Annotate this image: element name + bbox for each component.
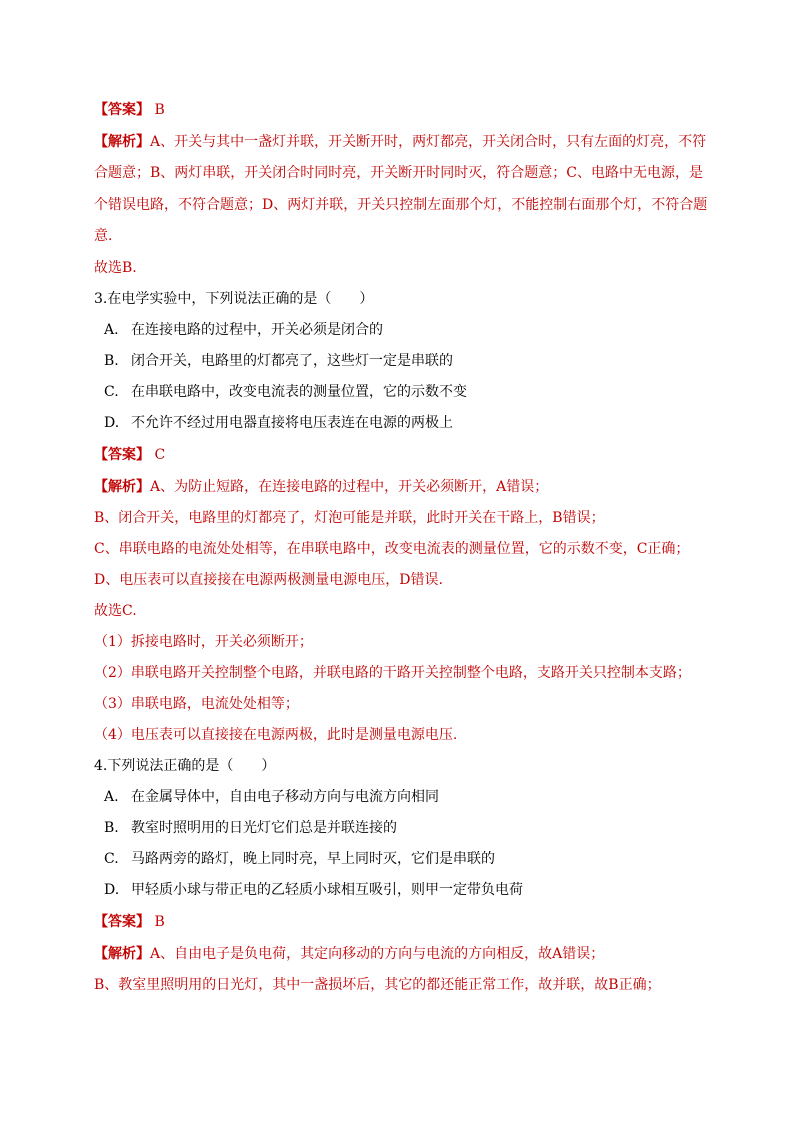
analysis-text: A、为防止短路，在连接电路的过程中，开关必须断开，A错误； <box>150 479 549 495</box>
answer-value: B <box>154 102 165 118</box>
q4-stem: 4.下列说法正确的是（ ） <box>94 758 276 774</box>
option-letter: A. <box>104 789 119 805</box>
q3-stem: 3.在电学实验中，下列说法正确的是（ ） <box>94 291 374 307</box>
q3-option-d <box>104 414 453 432</box>
option-text: 在金属导体中，自由电子移动方向与电流方向相同 <box>131 789 439 805</box>
analysis-text: A、开关与其中一盏灯并联，开关断开时，两灯都亮，开关闭合时，只有左面的灯亮，不符 <box>150 134 707 150</box>
option-letter: D. <box>104 415 120 431</box>
q3-analysis-line-3: C、串联电路的电流处处相等，在串联电路中，改变电流表的测量位置，它的示数不变，C正确； <box>94 541 690 557</box>
q2-analysis-line-4: 意. <box>94 228 113 244</box>
analysis-label: 【解析】 <box>94 134 150 150</box>
q4-analysis-line-2: B、教室里照明用的日光灯，其中一盏损坏后，其它的都还能正常工作，故并联，故B正确； <box>94 977 661 993</box>
q4-option-a <box>104 788 439 806</box>
option-text: 马路两旁的路灯，晚上同时亮，早上同时灭，它们是串联的 <box>131 851 495 867</box>
answer-value: B <box>154 914 165 930</box>
q3-analysis-line-2: B、闭合开关，电路里的灯都亮了，灯泡可能是并联，此时开关在干路上，B错误； <box>94 510 605 526</box>
q4-option-d <box>104 881 523 899</box>
q3-conclusion: 故选C. <box>94 603 137 619</box>
q3-note-1: （1）拆接电路时，开关必须断开； <box>94 634 313 650</box>
option-letter: B. <box>104 820 119 836</box>
q3-option-c <box>104 383 467 401</box>
option-text: 在连接电路的过程中，开关必须是闭合的 <box>131 322 383 338</box>
option-text: 教室时照明用的日光灯它们总是并联连接的 <box>131 820 397 836</box>
q4-option-b <box>104 819 397 837</box>
answer-value: C <box>154 447 166 463</box>
q4-answer-line <box>94 913 165 931</box>
option-letter: C. <box>104 851 119 867</box>
q3-note-3: （3）串联电路，电流处处相等； <box>94 696 299 712</box>
analysis-label: 【解析】 <box>94 479 150 495</box>
q3-option-a <box>104 321 383 339</box>
q4-analysis-line-1 <box>94 945 604 963</box>
analysis-label: 【解析】 <box>94 946 150 962</box>
q3-note-4: （4）电压表可以直接接在电源两极，此时是测量电源电压. <box>94 727 458 743</box>
q3-analysis-line-4: D、电压表可以直接接在电源两极测量电源电压，D错误. <box>94 572 443 588</box>
q4-option-c <box>104 850 495 868</box>
option-text: 闭合开关，电路里的灯都亮了，这些灯一定是串联的 <box>131 353 453 369</box>
q3-answer-line <box>94 446 165 464</box>
option-letter: D. <box>104 882 120 898</box>
q2-analysis-line-1 <box>94 133 706 151</box>
q2-analysis-line-2: 合题意；B、两灯串联，开关闭合时同时亮，开关断开时同时灭，符合题意；C、电路中无电源，是 <box>94 165 703 181</box>
q3-analysis-line-1 <box>94 478 548 496</box>
option-text: 甲轻质小球与带正电的乙轻质小球相互吸引，则甲一定带负电荷 <box>131 882 523 898</box>
q3-option-b <box>104 352 453 370</box>
answer-label: 【答案】 <box>94 914 150 930</box>
option-letter: A. <box>104 322 119 338</box>
q2-answer-line <box>94 101 165 119</box>
analysis-text: A、自由电子是负电荷，其定向移动的方向与电流的方向相反，故A错误； <box>150 946 605 962</box>
answer-label: 【答案】 <box>94 447 150 463</box>
option-letter: B. <box>104 353 119 369</box>
q2-conclusion: 故选B. <box>94 260 137 276</box>
option-text: 在串联电路中，改变电流表的测量位置，它的示数不变 <box>131 384 467 400</box>
option-text: 不允许不经过用电器直接将电压表连在电源的两极上 <box>131 415 453 431</box>
answer-label: 【答案】 <box>94 102 150 118</box>
option-letter: C. <box>104 384 119 400</box>
q2-analysis-line-3: 个错误电路，不符合题意；D、两灯并联，开关只控制左面那个灯，不能控制右面那个灯，不符合题 <box>94 197 708 213</box>
q3-note-2: （2）串联电路开关控制整个电路，并联电路的干路开关控制整个电路，支路开关只控制本支路； <box>94 665 691 681</box>
